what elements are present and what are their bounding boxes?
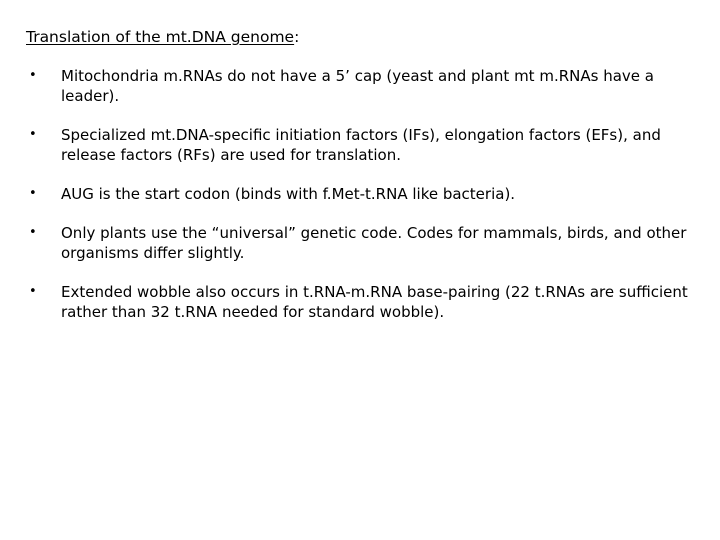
bullet-dot-icon: • (29, 68, 37, 83)
bullet-text: Mitochondria m.RNAs do not have a 5’ cap (yeast and plant mt m.RNAs have a leader). (61, 67, 654, 105)
bullet-item (26, 66, 694, 106)
bullet-dot-icon: • (29, 284, 37, 299)
slide-title-text: Translation of the mt.DNA genome (26, 28, 295, 46)
bullet-text: Specialized mt.DNA-specific initiation factors (IFs), elongation factors (EFs), and release factors (RFs) are used for translation. (61, 126, 661, 164)
bullet-text: Extended wobble also occurs in t.RNA-m.RNA base-pairing (22 t.RNAs are sufficient rather than 32 t.RNA needed for standard wobble). (61, 283, 688, 321)
slide-title (26, 27, 299, 47)
bullet-dot-icon: • (29, 225, 37, 240)
slide-title-colon: : (294, 28, 300, 46)
bullet-list (26, 66, 694, 341)
bullet-dot-icon: • (29, 127, 37, 142)
bullet-dot-icon: • (29, 186, 37, 201)
bullet-text: Only plants use the “universal” genetic code. Codes for mammals, birds, and other organisms differ slightly. (61, 224, 687, 262)
bullet-text: AUG is the start codon (binds with f.Met-t.RNA like bacteria). (61, 185, 516, 203)
bullet-item (26, 223, 694, 263)
bullet-item (26, 184, 694, 204)
bullet-item (26, 125, 694, 165)
bullet-item (26, 282, 694, 322)
